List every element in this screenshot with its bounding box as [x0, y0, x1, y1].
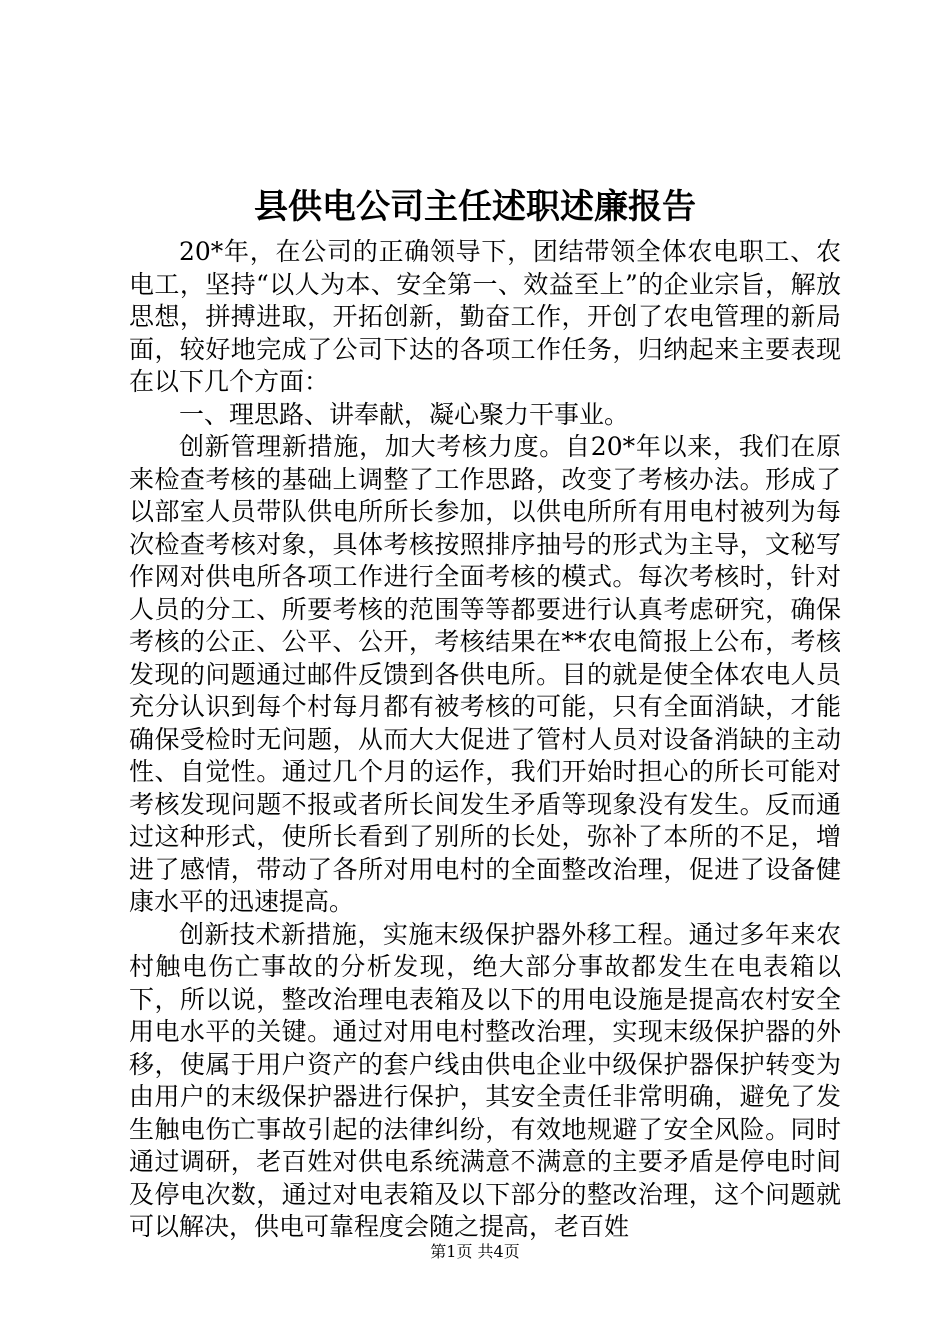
paragraph-management: 创新管理新措施，加大考核力度。自20*年以来，我们在原来检查考核的基础上调整了工作思路，改变了考核办法。形成了以部室人员带队供电所所长参加，以供电所所有用电村被列为每次检查考核对象，具体考核按照排序抽号的形式为主导，文秘写作网对供电所各项工作进行全面考核的模式。每次考核时，针对人员的分工、所要考核的范围等等都要进行认真考虑研究，确保考核的公正、公平、公开，考核结果在**农电简报上公布，考核发现的问题通过邮件反馈到各供电所。目的就是使全体农电人员充分认识到每个村每月都有被考核的可能，只有全面消缺，才能确保受检时无问题，从而大大促进了管村人员对设备消缺的主动性、自觉性。通过几个月的运作，我们开始时担心的所长可能对考核发现问题不报或者所长间发生矛盾等现象没有发生。反而通过这种形式，使所长看到了别所的长处，弥补了本所的不足，增进了感情，带动了各所对用电村的全面整改治理，促进了设备健康水平的迅速提高。 — [129, 432, 841, 916]
paragraph-section-heading: 一、理思路、讲奉献，凝心聚力干事业。 — [179, 399, 630, 429]
document-body — [129, 236, 841, 1244]
page-number-footer: 第1页 共4页 — [430, 1242, 520, 1261]
document-title: 县供电公司主任述职述廉报告 — [254, 187, 696, 227]
paragraph-technology: 创新技术新措施，实施末级保护器外移工程。通过多年来农村触电伤亡事故的分析发现，绝大部分事故都发生在电表箱以下，所以说，整改治理电表箱及以下的用电设施是提高农村安全用电水平的关键。通过对用电村整改治理，实现末级保护器的外移，使属于用户资产的套户线由供电企业中级保护器保护转变为由用户的末级保护器进行保护，其安全责任非常明确，避免了发生触电伤亡事故引起的法律纠纷，有效地规避了安全风险。同时通过调研，老百姓对供电系统满意不满意的主要矛盾是停电时间及停电次数，通过对电表箱及以下部分的整改治理，这个问题就可以解决，供电可靠程度会随之提高，老百姓 — [129, 919, 841, 1241]
paragraph-intro: 20*年，在公司的正确领导下，团结带领全体农电职工、农电工，坚持“以人为本、安全第一、效益至上”的企业宗旨，解放思想，拼搏进取，开拓创新，勤奋工作，开创了农电管理的新局面，较好地完成了公司下达的各项工作任务，归纳起来主要表现在以下几个方面： — [129, 237, 841, 396]
